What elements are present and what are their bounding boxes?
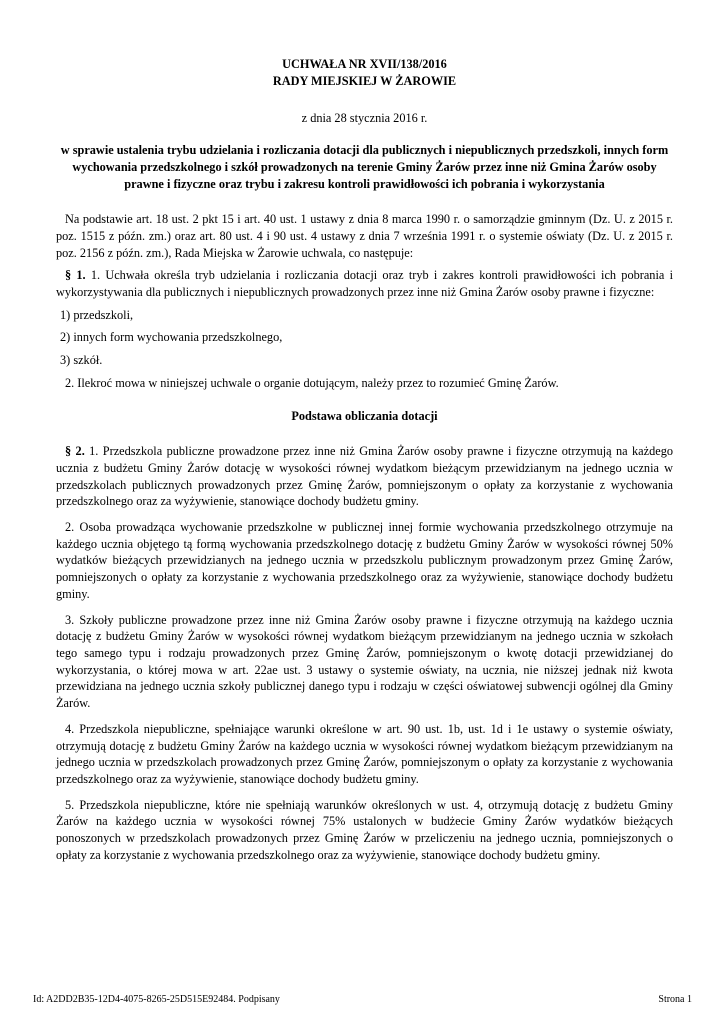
document-id: Id: A2DD2B35-12D4-4075-8265-25D515E92484. Podpisany xyxy=(33,994,280,1005)
resolution-title xyxy=(56,56,673,89)
section-2-paragraph-1-text: 1. Przedszkola publiczne prowadzone przez inne niż Gmina Żarów osoby prawne i fizyczne otrzymują na każdego ucznia z budżetu Gminy Żarów dotację w wysokości równej wydatkom bieżącym przewidzianym na jednego ucznia w przedszkolach publicznych prowadzonych przez Gminę Żarów, pomniejszonym o opłaty za korzystanie z wychowania przedszkolnego oraz za wyżywienie, stanowiące dochody budżetu gminy. xyxy=(56,444,673,509)
resolution-date: z dnia 28 stycznia 2016 r. xyxy=(301,111,428,126)
section-2-paragraph-2: 2. Osoba prowadząca wychowanie przedszkolne w publicznej innej formie wychowania przedszkolnego otrzymuje na każdego ucznia objętego tą formą wychowania przedszkolnego dotację z budżetu Gminy Żarów w wysokości równej 50% wydatków bieżących przewidzianych na jednego ucznia w przedszkolu publicznym prowadzonym przez Gminę Żarów, pomniejszonych o opłaty za korzystanie z wychowania przedszkolnego oraz za wyżywienie, stanowiące dochody budżetu gminy. xyxy=(56,520,673,601)
section-2-mark: § 2. xyxy=(65,444,85,459)
section-1-mark: § 1. xyxy=(65,268,86,283)
resolution-subject: w sprawie ustalenia trybu udzielania i rozliczania dotacji dla publicznych i niepublicznych przedszkoli, innych form wychowania przedszkolnego i szkół prowadzonych na terenie Gminy Żarów przez inne niż Gmina Żarów osoby prawne i fizyczne oraz trybu i zakresu kontroli prawidłowości ich pobrania i wykorzystania xyxy=(60,143,669,191)
section-heading: Podstawa obliczania dotacji xyxy=(291,408,438,423)
list-item: 2) innych form wychowania przedszkolnego, xyxy=(60,330,283,345)
list-item: 3) szkół. xyxy=(60,353,103,368)
list-item: 1) przedszkoli, xyxy=(60,307,134,322)
title-line-2: RADY MIEJSKIEJ W ŻAROWIE xyxy=(272,73,457,88)
title-line-1: UCHWAŁA NR XVII/138/2016 xyxy=(282,57,447,71)
section-2-paragraph-1 xyxy=(56,443,673,510)
legal-basis-paragraph: Na podstawie art. 18 ust. 2 pkt 15 i art. 40 ust. 1 ustawy z dnia 8 marca 1990 r. o samorządzie gminnym (Dz. U. z 2015 r. poz. 1515 z późn. zm.) oraz art. 80 ust. 4 i 90 ust. 4 ustawy z dnia 7 września 1991 r. o systemie oświaty (Dz. U. z 2015 r. poz. 2156 z późn. zm.), Rada Miejska w Żarowie uchwala, co następuje: xyxy=(56,212,673,260)
section-1-paragraph-1-text: 1. Uchwała określa tryb udzielania i rozliczania dotacji oraz tryb i zakres kontroli prawidłowości ich pobrania i wykorzystywania dla publicznych i niepublicznych prowadzonych przez inne niż Gmina Żarów osoby prawne i fizyczne: xyxy=(56,268,673,300)
section-1-paragraph-2: 2. Ilekroć mowa w niniejszej uchwale o organie dotującym, należy przez to rozumieć Gminę Żarów. xyxy=(65,375,559,390)
section-1-paragraph-1 xyxy=(56,267,673,300)
page-number: Strona 1 xyxy=(658,994,692,1005)
section-2-paragraph-5: 5. Przedszkola niepubliczne, które nie spełniają warunków określonych w ust. 4, otrzymują dotację z budżetu Gminy Żarów na każdego ucznia w wysokości równej 75% ustalonych w budżecie Gminy Żarów wydatków bieżących ponoszonych w przedszkolach prowadzonych przez Gminę Żarów w przeliczeniu na jednego ucznia, pomniejszonych o opłaty za korzystanie z wychowania przedszkolnego oraz za wyżywienie, stanowiące dochody budżetu gminy. xyxy=(56,797,673,862)
document-page xyxy=(56,56,673,863)
section-2-paragraph-3: 3. Szkoły publiczne prowadzone przez inne niż Gmina Żarów osoby prawne i fizyczne otrzymują na każdego ucznia dotację z budżetu Gminy Żarów w wysokości równej wydatkom bieżącym przewidzianym na jednego ucznia w szkołach tego samego typu i rodzaju prowadzonych przez Gminę Żarów, pomniejszonym o kwotę dotacji przewidzianej do wykorzystania, o której mowa w art. 22ae ust. 3 ustawy o systemie oświaty, na ucznia, nie niższej jednak niż kwota przewidziana na jednego ucznia szkoły publicznej danego typu i rodzaju w części oświatowej subwencji ogólnej dla Gminy Żarów. xyxy=(56,612,673,711)
section-2-paragraph-4: 4. Przedszkola niepubliczne, spełniające warunki określone w art. 90 ust. 1b, ust. 1d i 1e ustawy o systemie oświaty, otrzymują dotację z budżetu Gminy Żarów na każdego ucznia w wysokości równej wydatkom bieżącym przewidzianym na jednego ucznia w przedszkolach prowadzonych przez Gminę Żarów, pomniejszonym o opłaty za korzystanie z wychowania przedszkolnego oraz za wyżywienie, stanowiące dochody budżetu gminy. xyxy=(56,721,673,786)
